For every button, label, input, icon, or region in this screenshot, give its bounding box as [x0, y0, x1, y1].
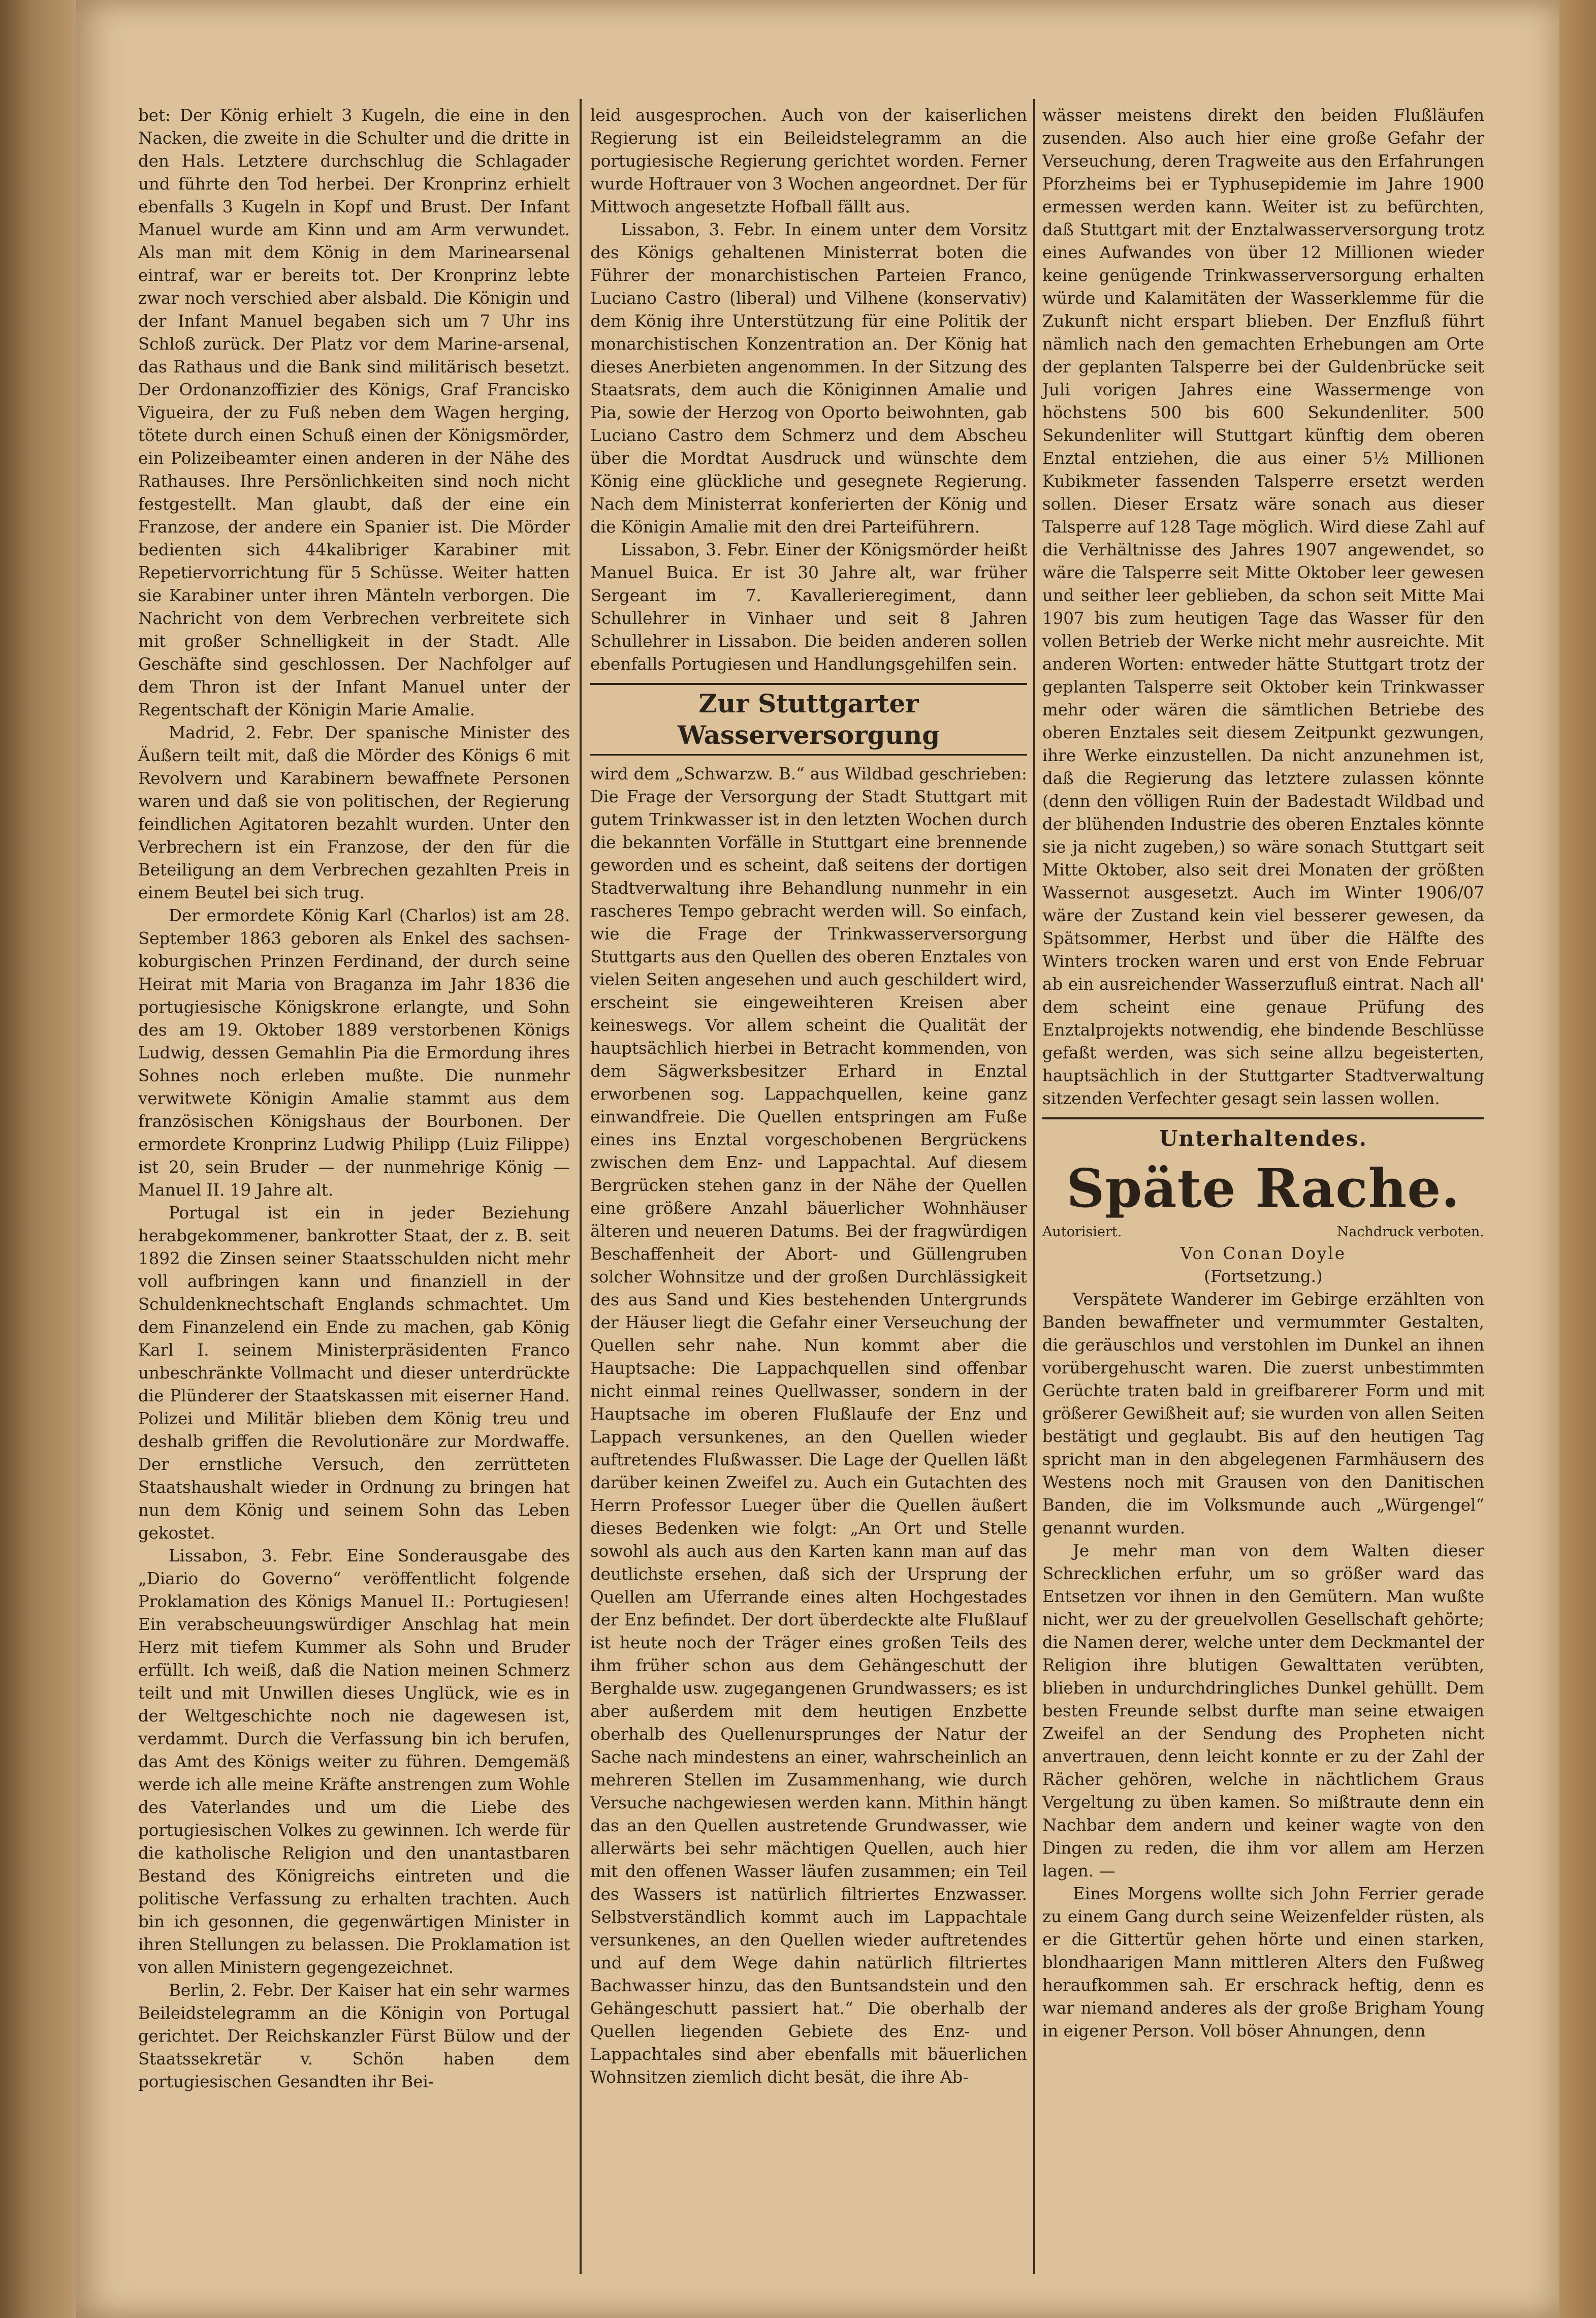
column-1 — [138, 104, 570, 2093]
paragraph-story-3: Eines Morgens wollte sich John Ferrier gerade zu einem Gang durch seine Weizenfelder rüsten, als er die Gittertür gehen hörte und einen starken, blondhaarigen Mann mittleren Alters den Fußweg heraufkommen sah. Er erschrack heftig, denn es war niemand anderes als der große Brigham Young in eigener Person. Voll böser Ahnungen, denn — [1042, 1884, 1484, 2041]
paragraph-madrid: Madrid, 2. Febr. Der spanische Minister des Äußern teilt mit, daß die Mörder des Königs 6 mit Revolvern und Karabinern bewaffnete Personen waren und daß sie von politischen, der Regierung feindlichen Agitatoren bezahlt wurden. Unter den Verbrechern ist ein Franzose, der den für die Beteiligung an dem Verbrechen gezahlten Preis in einem Beutel bei sich trug. — [138, 723, 570, 902]
story-author: Von Conan Doyle — [1180, 1244, 1346, 1263]
section-divider — [590, 683, 1027, 685]
column-rule-2 — [1033, 99, 1035, 2274]
paragraph-water-continued: wässer meistens direkt den beiden Flußläufen zusenden. Also auch hier eine große Gefahr der Verseuchung, deren Tragweite aus den Erfahrungen Pforzheims bei er Typhusepidemie im Jahre 1900 ermessen werden kann. Weiter ist zu befürchten, daß Stuttgart mit der Enztalwasserversorgung trotz eines Aufwandes von über 12 Millionen wieder keine genügende Trinkwasserversorgung erhalten würde und Kalamitäten der Wasserklemme für die Zukunft nicht erspart blieben. Der Enzfluß führt nämlich nach den gemachten Erhebungen am Orte der geplanten Talsperre bei der Guldenbrücke seit Juli vorigen Jahres eine Wassermenge von höchstens 500 bis 600 Sekundenliter. 500 Sekundenliter will Stuttgart künftig dem oberen Enztal entziehen, die aus einer 5½ Millionen Kubikmeter fassenden Talsperre ersetzt werden sollen. Dieser Ersatz wäre sonach aus dieser Talsperre auf 128 Tage möglich. Wird diese Zahl auf die Verhältnisse des Jahres 1907 angewendet, so wäre die Talsperre seit Mitte Oktober leer gewesen und seither leer geblieben, da schon seit Mitte Mai 1907 bis zum heutigen Tage das Wasser für den vollen Betrieb der Werke nicht mehr ausreichte. Mit anderen Worten: entweder hätte Stuttgart trotz der geplanten Talsperre seit Oktober kein Trinkwasser mehr oder wären die sämtlichen Betriebe des oberen Enztales seit diesem Zeitpunkt gezwungen, ihre Werke einzustellen. Da nicht anzunehmen ist, daß die Regierung das letztere zulassen könnte (denn den völligen Ruin der Badestadt Wildbad und der blühenden Industrie des oberen Enztales könnte sie ja nicht zugeben,) so wäre sonach Stuttgart seit Mitte Oktober, also seit drei Monaten der größten Wassernot ausgesetzt. Auch im Winter 1906/07 wäre der Zustand kein viel besserer gewesen, da Spätsommer, Herbst und über die Hälfte des Winters trocken waren und erst von Ende Februar ab ein ausreichender Wasserzufluß eintrat. Nach all' dem scheint eine genaue Prüfung des Enztalprojekts notwendig, ehe bindende Beschlüsse gefaßt werden, was sich seine allzu begeisterten, hauptsächlich in der Stuttgarter Stadtverwaltung sitzenden Verfechter gesagt sein lassen wollen. — [1042, 106, 1484, 1108]
page-edge — [1559, 0, 1596, 2318]
section-divider — [1042, 1117, 1484, 1119]
paragraph-water-supply: wird dem „Schwarzw. B.“ aus Wildbad geschrieben: Die Frage der Versorgung der Stadt Stuttgart mit gutem Trinkwasser ist in den letzten Wochen durch die bekannten Vorfälle in Stuttgart eine brennende geworden und es scheint, daß seitens der dortigen Stadtverwaltung ihre Behandlung nunmehr in ein rascheres Tempo gebracht werden will. So einfach, wie die Frage der Trinkwasserversorgung Stuttgarts aus den Quellen des oberen Enztales von vielen Seiten angesehen und auch geschildert wird, erscheint sie eingeweihteren Kreisen aber keineswegs. Vor allem scheint die Qualität der hauptsächlich hierbei in Betracht kommenden, von dem Sägwerksbesitzer Erhard in Enztal erworbenen sog. Lappachquellen, keine ganz einwandfreie. Die Quellen entspringen am Fuße eines ins Enztal vorgeschobenen Bergrückens zwischen dem Enz- und Lappachtal. Auf diesem Bergrücken stehen ganz in der Nähe der Quellen eine größere Anzahl bäuerlicher Wohnhäuser älteren und neueren Datums. Bei der fragwürdigen Beschaffenheit der Abort- und Güllengruben solcher Wohnsitze und der großen Durchlässigkeit des aus Sand und Kies bestehenden Untergrunds der Häuser liegt die Gefahr einer Verseuchung der Quellen sehr nahe. Nun kommt aber die Hauptsache: Die Lappachquellen sind offenbar nicht einmal reines Quellwasser, sondern in der Hauptsache im oberen Flußlaufe der Enz und Lappach versunkenes, an den Quellen wieder auftretendes Flußwasser. Die Lage der Quellen läßt darüber keinen Zweifel zu. Auch ein Gutachten des Herrn Professor Lueger über die Quellen äußert dieses Bedenken wie folgt: „An Ort und Stelle sowohl als auch aus den Karten kann man auf das deutlichste ersehen, daß sich der Ursprung der Quellen am Uferrande eines alten Hochgestades der Enz befindet. Der dort überdeckte alte Flußlauf ist heute noch der Träger eines großen Teils des ihm früher schon aus dem Gehängeschutt der Berghalde usw. zugegangenen Grundwassers; es ist aber außerdem mit dem heutigen Enzbette oberhalb des Quellenursprunges der Natur der Sache nach mindestens an einer, wahrscheinlich an mehreren Stellen im Zusammenhang, wie durch Versuche nachgewiesen werden kann. Mithin hängt das an den Quellen austretende Grundwasser, wie allerwärts bei sehr mächtigen Quellen, auch hier mit den offenen Wasser läufen zusammen; ein Teil des Wassers ist natürlich filtriertes Enzwasser. Selbstverständlich kommt auch im Lappachtale versunkenes, an den Quellen wieder auftretendes und auf dem Wege dahin natürlich filtriertes Bachwasser hinzu, das den Buntsandstein und den Gehängeschutt passiert hat.“ Die oberhalb der Quellen liegenden Gebiete des Enz- und Lappachtales sind aber ebenfalls mit bäuerlichen Wohnsitzen ziemlich dicht besät, die ihre Ab- — [590, 764, 1027, 2087]
paragraph-berlin: Berlin, 2. Febr. Der Kaiser hat ein sehr warmes Beileidstelegramm an die Königin von Portugal gerichtet. Der Reichskanzler Fürst Bülow und der Staatssekretär v. Schön haben dem portugiesischen Gesandten ihr Bei- — [138, 1981, 570, 2091]
reprint-notice: Nachdruck verboten. — [1336, 1224, 1484, 1240]
paragraph-story-2: Je mehr man von dem Walten dieser Schrecklichen erfuhr, um so größer ward das Entsetzen vor ihnen in den Gemütern. Man wußte nicht, wer zu der greuelvollen Gesellschaft gehörte; die Namen derer, welche unter dem Deckmantel der Religion ihre blutigen Gewalttaten verübten, blieben in undurchdringliches Dunkel gehüllt. Dem besten Freunde selbst durfte man seine etwaigen Zweifel an der Sendung des Propheten nicht anvertrauen, denn leicht konnte er zu der Zahl der Rächer gehören, welche in nächtlichem Graus Vergeltung zu üben kamen. So mißtraute denn ein Nachbar dem andern und keiner wagte von den Dingen zu reden, die ihm vor allem am Herzen lagen. — — [1042, 1541, 1484, 1881]
book-gutter — [0, 0, 76, 2318]
paragraph-portugal: Portugal ist ein in jeder Beziehung herabgekommener, bankrotter Staat, der z. B. seit 1892 die Zinsen seiner Staatsschulden nicht mehr voll aufbringen kann und finanziell in der Schuldenknechtschaft Englands schmachtet. Um dem Finanzelend ein Ende zu machen, gab König Karl I. seinem Ministerpräsidenten Franco unbeschränkte Vollmacht und dieser unterdrückte die Plünderer der Staatskassen mit eiserner Hand. Polizei und Militär blieben dem König treu und deshalb griffen die Revolutionäre zur Mordwaffe. Der ernstliche Versuch, den zerrütteten Staatshaushalt wieder in Ordnung zu bringen hat nun dem König und seinem Sohn das Leben gekostet. — [138, 1203, 570, 1543]
article-heading: Zur Stuttgarter Wasserversorgung — [677, 688, 940, 750]
paragraph-buica: Lissabon, 3. Febr. Einer der Königsmörder heißt Manuel Buica. Er ist 30 Jahre alt, war früher Sergeant im 7. Kavallerieregiment, dann Schullehrer in Vinhaer und seit 8 Jahren Schullehrer in Lissabon. Die beiden anderen sollen ebenfalls Portugiesen und Handlungsgehilfen sein. — [590, 540, 1027, 674]
story-meta — [1042, 1222, 1484, 1242]
paragraph-condolence: leid ausgesprochen. Auch von der kaiserlichen Regierung ist ein Beileidstelegramm an die portugiesische Regierung gerichtet worden. Ferner wurde Hoftrauer von 3 Wochen angeordnet. Der für Mittwoch angesetzte Hofball fällt aus. — [590, 106, 1027, 216]
column-rule-1 — [580, 99, 582, 2274]
paragraph-king-karl: Der ermordete König Karl (Charlos) ist am 28. September 1863 geboren als Enkel des sachsen-koburgischen Prinzen Ferdinand, der durch seine Heirat mit Maria von Braganza im Jahr 1836 die portugiesische Königskrone erlangte, und Sohn des am 19. Oktober 1889 verstorbenen Königs Ludwig, dessen Gemahlin Pia die Ermordung ihres Sohnes noch erleben mußte. Die nunmehr verwitwete Königin Amalie stammt aus dem französischen Königshaus der Bourbonen. Der ermordete Kronprinz Ludwig Philipp (Luiz Filippe) ist 20, sein Bruder — der nunmehrige König — Manuel II. 19 Jahre alt. — [138, 906, 570, 1200]
story-title: Späte Rache. — [1066, 1157, 1460, 1219]
paragraph-ministerrat: Lissabon, 3. Febr. In einem unter dem Vorsitz des Königs gehaltenen Ministerrat boten die Führer der monarchistischen Parteien Franco, Luciano Castro (liberal) und Vilhene (konservativ) dem König ihre Unterstützung für eine Politik der monarchistischen Konzentration an. Der König hat dieses Anerbieten angenommen. In der Sitzung des Staatsrats, dem auch die Königinnen Amalie und Pia, sowie der Herzog von Oporto beiwohnten, gab Luciano Castro dem Schmerz und dem Abscheu über die Mordtat Ausdruck und wünschte dem König eine glückliche und gesegnete Regierung. Nach dem Ministerrat konferierten der König und die Königin Amalie mit den drei Parteiführern. — [590, 220, 1027, 537]
paragraph-story-1: Verspätete Wanderer im Gebirge erzählten von Banden bewaffneter und vermummter Gestalten, die geräuschlos und verstohlen im Dunkel an ihnen vorübergehuscht waren. Die zuerst unbestimmten Gerüchte traten bald in greifbarerer Form und mit größerer Gewißheit auf; sie wurden von allen Seiten bestätigt und geglaubt. Bis auf den heutigen Tag spricht man in den abgelegenen Farmhäusern des Westens noch mit Grausen von den Danitischen Banden, die im Volksmunde auch „Würgengel“ genannt wurden. — [1042, 1290, 1484, 1538]
column-3 — [1042, 104, 1484, 2043]
section-heading: Unterhaltendes. — [1159, 1126, 1368, 1151]
heading-divider — [590, 754, 1027, 756]
paragraph-proclamation: Lissabon, 3. Febr. Eine Sonderausgabe des „Diario do Governo“ veröffentlicht folgende Proklamation des Königs Manuel II.: Portugiesen! Ein verabscheuungswürdiger Anschlag hat mein Herz mit tiefem Kummer als Sohn und Bruder erfüllt. Ich weiß, daß die Nation meinen Schmerz teilt und mit Unwillen dieses Unglück, wie es in der Weltgeschichte noch nie dagewesen ist, verdammt. Durch die Verfassung bin ich berufen, das Amt des Königs weiter zu führen. Demgemäß werde ich alle meine Kräfte anstrengen zum Wohle des Vaterlandes und um die Liebe des portugiesischen Volkes zu gewinnen. Ich werde für die katholische Religion und den unantastbaren Bestand des Königreichs eintreten und die politische Verfassung zu erhalten trachten. Auch bin ich gesonnen, die gegenwärtigen Minister in ihren Stellungen zu belassen. Die Proklamation ist von allen Ministern gegengezeichnet. — [138, 1546, 570, 1977]
continuation-note: (Fortsetzung.) — [1204, 1267, 1323, 1286]
authorized-label: Autorisiert. — [1042, 1224, 1122, 1240]
paragraph-murder-details: bet: Der König erhielt 3 Kugeln, die eine in den Nacken, die zweite in die Schulter und die dritte in den Hals. Letztere durchschlug die Schlagader und führte den Tod herbei. Der Kronprinz erhielt ebenfalls 3 Kugeln in Kopf und Brust. Der Infant Manuel wurde am Kinn und am Arm verwundet. Als man mit dem König in dem Marinearsenal eintraf, war er bereits tot. Der Kronprinz lebte zwar noch verschied aber alsbald. Die Königin und der Infant Manuel begaben sich um 7 Uhr ins Schloß zurück. Der Platz vor dem Marine-arsenal, das Rathaus und die Bank sind militärisch besetzt. Der Ordonanzoffizier des Königs, Graf Francisko Vigueira, der zu Fuß neben dem Wagen herging, tötete durch einen Schuß einen der Königsmörder, ein Polizeibeamter einen anderen in der Nähe des Rathauses. Ihre Persönlichkeiten sind noch nicht festgestellt. Man glaubt, daß der eine ein Franzose, der andere ein Spanier ist. Die Mörder bedienten sich 44kalibriger Karabiner mit Repetiervorrichtung für 5 Schüsse. Weiter hatten sie Karabiner unter ihren Mänteln verborgen. Die Nachricht von dem Verbrechen verbreitete sich mit großer Schnelligkeit in der Stadt. Alle Geschäfte sind geschlossen. Der Nachfolger auf dem Thron ist der Infant Manuel unter der Regentschaft der Königin Marie Amalie. — [138, 106, 570, 719]
column-2 — [590, 104, 1027, 2089]
